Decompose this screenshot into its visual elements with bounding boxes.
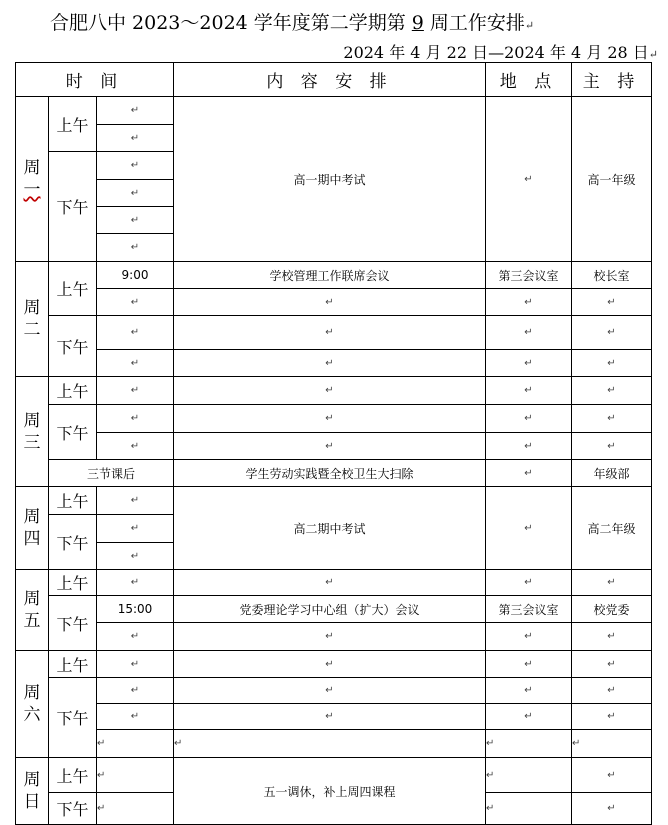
time-cell: ↵: [97, 97, 174, 125]
place-cell: ↵: [486, 433, 572, 460]
table-row: [16, 460, 652, 487]
content-cell: ↵: [174, 678, 486, 704]
friday-am: 上午: [49, 570, 97, 596]
page-title: [50, 8, 534, 35]
monday-pm: 下午: [49, 152, 97, 262]
sunday-pm: 下午: [49, 793, 97, 825]
place-cell: ↵: [486, 678, 572, 704]
wednesday-pm: 下午: [49, 405, 97, 460]
time-cell: ↵: [97, 758, 174, 793]
place-cell: ↵: [486, 405, 572, 433]
sunday-am: 上午: [49, 758, 97, 793]
time-cell: ↵: [97, 543, 174, 570]
thursday-am: 上午: [49, 487, 97, 515]
monday-place: ↵: [486, 97, 572, 262]
table-row: [16, 596, 652, 623]
place-cell: ↵: [486, 316, 572, 350]
tuesday-host: 校长室: [572, 262, 652, 289]
time-cell: ↵: [97, 405, 174, 433]
time-cell: ↵: [97, 207, 174, 234]
host-cell: ↵: [572, 433, 652, 460]
day-thursday: 周 四: [16, 487, 49, 570]
date-range-text: 2024 年 4 月 22 日—2024 年 4 月 28 日: [343, 43, 649, 62]
time-cell: ↵: [97, 570, 174, 596]
time-cell: ↵: [97, 125, 174, 152]
place-cell: ↵: [486, 704, 572, 730]
day-saturday: 周 六: [16, 651, 49, 758]
host-cell: ↵: [572, 316, 652, 350]
table-row: [16, 405, 652, 433]
day-monday: 周 一: [16, 97, 49, 262]
paragraph-mark: ↵: [648, 48, 658, 61]
table-row: [16, 730, 652, 758]
time-cell: ↵: [97, 234, 174, 262]
table-row: [16, 97, 652, 125]
wednesday-host: 年级部: [572, 460, 652, 487]
table-row: [16, 487, 652, 515]
time-cell: ↵: [97, 487, 174, 515]
content-cell: ↵: [174, 433, 486, 460]
content-cell: ↵: [174, 316, 486, 350]
place-cell: ↵: [486, 730, 572, 758]
friday-place: 第三会议室: [486, 596, 572, 623]
friday-content: 党委理论学习中心组（扩大）会议: [174, 596, 486, 623]
wednesday-content: 学生劳动实践暨全校卫生大扫除: [174, 460, 486, 487]
time-cell: ↵: [97, 180, 174, 207]
day-friday: 周 五: [16, 570, 49, 651]
time-cell: ↵: [97, 651, 174, 678]
header-place: 地 点: [486, 63, 572, 97]
table-row: [16, 623, 652, 651]
time-cell: ↵: [97, 730, 174, 758]
host-cell: ↵: [572, 704, 652, 730]
week-number: 9: [411, 12, 424, 34]
day-tuesday: 周 二: [16, 262, 49, 377]
table-row: [16, 678, 652, 704]
host-cell: ↵: [572, 289, 652, 316]
tuesday-content: 学校管理工作联席会议: [174, 262, 486, 289]
thursday-host: 高二年级: [572, 487, 652, 570]
table-row: [16, 758, 652, 793]
content-cell: ↵: [174, 405, 486, 433]
tuesday-am: 上午: [49, 262, 97, 316]
table-row: [16, 377, 652, 405]
place-cell: ↵: [486, 289, 572, 316]
place-cell: ↵: [486, 793, 572, 825]
table-row: [16, 433, 652, 460]
table-row: [16, 704, 652, 730]
place-cell: ↵: [486, 350, 572, 377]
host-cell: ↵: [572, 793, 652, 825]
place-cell: ↵: [486, 570, 572, 596]
title-suffix: 周工作安排: [429, 12, 525, 34]
time-cell: ↵: [97, 793, 174, 825]
time-cell: ↵: [97, 433, 174, 460]
place-cell: ↵: [486, 758, 572, 793]
title-prefix: 合肥八中 2023～2024 学年度第二学期第: [50, 12, 406, 34]
content-cell: ↵: [174, 289, 486, 316]
thursday-pm: 下午: [49, 515, 97, 570]
sunday-content: 五一调休，补上周四课程: [174, 758, 486, 825]
host-cell: ↵: [572, 570, 652, 596]
content-cell: ↵: [174, 651, 486, 678]
day-wednesday: 周 三: [16, 377, 49, 487]
friday-time: 15:00: [97, 596, 174, 623]
schedule-table: [15, 62, 652, 825]
tuesday-place: 第三会议室: [486, 262, 572, 289]
time-cell: ↵: [97, 350, 174, 377]
time-cell: ↵: [97, 289, 174, 316]
table-row: [16, 651, 652, 678]
place-cell: ↵: [486, 460, 572, 487]
table-row: [16, 316, 652, 350]
saturday-pm: 下午: [49, 678, 97, 758]
monday-host: 高一年级: [572, 97, 652, 262]
place-cell: ↵: [486, 623, 572, 651]
table-row: [16, 570, 652, 596]
thursday-content: 高二期中考试: [174, 487, 486, 570]
host-cell: ↵: [572, 377, 652, 405]
time-cell: ↵: [97, 623, 174, 651]
time-cell: ↵: [97, 704, 174, 730]
host-cell: ↵: [572, 678, 652, 704]
host-cell: ↵: [572, 651, 652, 678]
table-row: [16, 289, 652, 316]
monday-am: 上午: [49, 97, 97, 152]
header-row: [16, 63, 652, 97]
time-cell: ↵: [97, 316, 174, 350]
content-cell: ↵: [174, 704, 486, 730]
header-host: 主 持: [572, 63, 652, 97]
time-cell: ↵: [97, 515, 174, 543]
saturday-am: 上午: [49, 651, 97, 678]
content-cell: ↵: [174, 623, 486, 651]
wednesday-am: 上午: [49, 377, 97, 405]
time-cell: ↵: [97, 678, 174, 704]
wednesday-time: 三节课后: [49, 460, 174, 487]
paragraph-mark: ↵: [524, 19, 535, 32]
place-cell: ↵: [486, 377, 572, 405]
host-cell: ↵: [572, 730, 652, 758]
header-time: 时 间: [16, 63, 174, 97]
friday-host: 校党委: [572, 596, 652, 623]
table-row: [16, 350, 652, 377]
tuesday-time: 9:00: [97, 262, 174, 289]
host-cell: ↵: [572, 758, 652, 793]
tuesday-pm: 下午: [49, 316, 97, 377]
place-cell: ↵: [486, 651, 572, 678]
time-cell: ↵: [97, 152, 174, 180]
host-cell: ↵: [572, 350, 652, 377]
date-range: [343, 40, 658, 63]
time-cell: ↵: [97, 377, 174, 405]
friday-pm: 下午: [49, 596, 97, 651]
table-row: [16, 262, 652, 289]
day-sunday: 周 日: [16, 758, 49, 825]
content-cell: ↵: [174, 570, 486, 596]
header-content: 内 容 安 排: [174, 63, 486, 97]
host-cell: ↵: [572, 405, 652, 433]
monday-content: 高一期中考试: [174, 97, 486, 262]
thursday-place: ↵: [486, 487, 572, 570]
content-cell: ↵: [174, 377, 486, 405]
content-cell: ↵: [174, 730, 486, 758]
host-cell: ↵: [572, 623, 652, 651]
content-cell: ↵: [174, 350, 486, 377]
